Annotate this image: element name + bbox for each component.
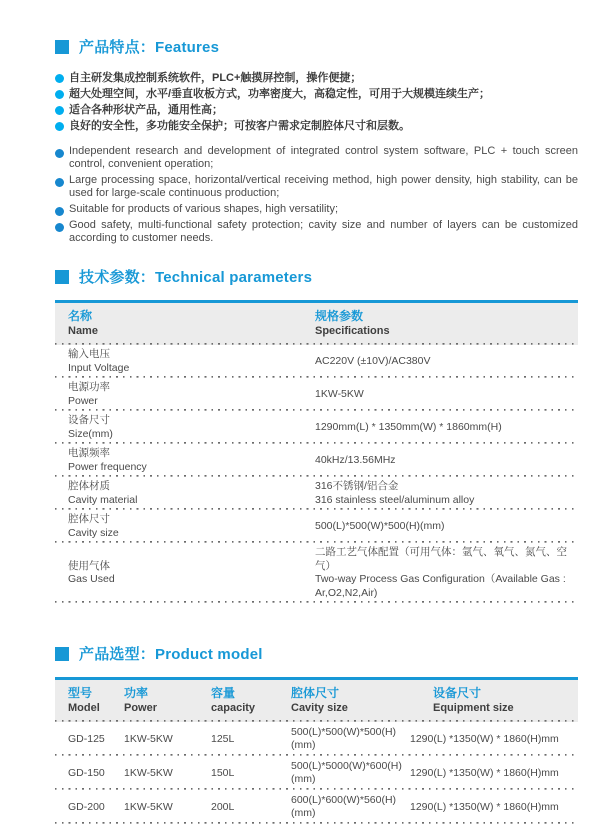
param-name-cn: 设备尺寸 xyxy=(68,414,110,426)
product-model-section-header xyxy=(55,643,578,664)
table-row xyxy=(55,477,578,510)
features-list-cn xyxy=(55,70,578,134)
param-value: 500(L)*500(W)*500(H)(mm) xyxy=(315,519,445,532)
feature-text-cn: 超大处理空间，水平/垂直收板方式，功率密度大，高稳定性，可用于大规模连续生产； xyxy=(69,88,491,100)
param-value: 40kHz/13.56MHz xyxy=(315,453,396,466)
technical-section-title: 技术参数：Technical parameters xyxy=(79,269,313,286)
power-cell: 1KW-5KW xyxy=(124,732,173,745)
section-features xyxy=(55,36,578,245)
bullet-dot-icon xyxy=(55,106,64,115)
bullet-dot-icon xyxy=(55,223,64,232)
feature-text-en: Large processing space, horizontal/vertical receiving method, high power density, high stability, can be used for large-scale continuous production; xyxy=(69,174,578,199)
table-header-row xyxy=(55,300,578,345)
bullet-dot-icon xyxy=(55,178,64,187)
feature-text-en: Good safety, multi-functional safety protection; cavity size and number of layers can be customized according to customer needs. xyxy=(69,219,578,244)
table-row xyxy=(55,510,578,543)
feature-text-en: Independent research and development of integrated control system software, PLC + touch screen control, convenient operation; xyxy=(69,145,578,170)
param-name-en: Input Voltage xyxy=(68,361,130,374)
column-header-cavity-en: Cavity size xyxy=(291,702,348,714)
column-header-equipment-en: Equipment size xyxy=(433,702,514,714)
table-row xyxy=(55,722,578,756)
column-header-name-en: Name xyxy=(68,325,98,337)
section-product-model xyxy=(55,643,578,824)
features-list-en xyxy=(55,145,578,245)
table-row xyxy=(55,444,578,477)
column-header-model-en: Model xyxy=(68,702,100,714)
param-name-en: Cavity size xyxy=(68,526,119,539)
column-header-capacity-cn: 容量 xyxy=(211,686,236,700)
param-name-cn: 电源功率 xyxy=(68,381,110,393)
model-cell: GD-125 xyxy=(68,732,105,745)
list-item xyxy=(55,102,578,118)
param-name-cn: 使用气体 xyxy=(68,559,110,572)
column-header-equipment-cn: 设备尺寸 xyxy=(433,686,482,700)
bullet-dot-icon xyxy=(55,207,64,216)
bullet-dot-icon xyxy=(55,74,64,83)
bullet-dot-icon xyxy=(55,90,64,99)
column-header-capacity-en: capacity xyxy=(211,702,256,714)
equipment-size-cell: 1290(L) *1350(W) * 1860(H)mm xyxy=(410,766,559,779)
param-value: 二路工艺气体配置（可用气体：氩气、氧气、氮气、空气） xyxy=(315,546,567,572)
technical-parameters-table xyxy=(55,300,578,603)
param-value-line2: 316 stainless steel/aluminum alloy xyxy=(315,493,475,506)
model-cell: GD-150 xyxy=(68,766,105,779)
capacity-cell: 125L xyxy=(211,732,235,745)
column-header-name-cn: 名称 xyxy=(68,309,93,323)
features-section-title: 产品特点：Features xyxy=(79,39,220,56)
equipment-size-cell: 1290(L) *1350(W) * 1860(H)mm xyxy=(410,732,559,745)
param-value: 1290mm(L) * 1350mm(W) * 1860mm(H) xyxy=(315,420,502,433)
column-header-power-en: Power xyxy=(124,702,158,714)
list-item xyxy=(55,70,578,86)
param-name-en: Power xyxy=(68,394,98,407)
table-row xyxy=(55,345,578,378)
column-header-cavity-cn: 腔体尺寸 xyxy=(291,686,340,700)
section-marker-icon xyxy=(55,647,69,661)
list-item xyxy=(55,174,578,200)
param-value: 1KW-5KW xyxy=(315,387,364,400)
param-name-en: Gas Used xyxy=(68,573,115,585)
list-item xyxy=(55,145,578,171)
list-item xyxy=(55,118,578,134)
capacity-cell: 150L xyxy=(211,766,235,779)
section-technical-parameters xyxy=(55,266,578,603)
param-value-line2: Two-way Process Gas Configuration（Available Gas : Ar,O2,N2,Air) xyxy=(315,573,566,599)
column-header-spec-en: Specifications xyxy=(315,325,390,337)
feature-text-cn: 适合各种形状产品，通用性高； xyxy=(69,104,223,116)
list-item xyxy=(55,203,578,216)
model-cell: GD-200 xyxy=(68,800,105,813)
param-value: AC220V (±10V)/AC380V xyxy=(315,354,431,367)
cavity-size-cell: 500(L)*500(W)*500(H)(mm) xyxy=(291,726,397,751)
capacity-cell: 200L xyxy=(211,800,235,813)
section-marker-icon xyxy=(55,270,69,284)
cavity-size-cell: 500(L)*5000(W)*600(H)(mm) xyxy=(291,760,402,785)
technical-section-header xyxy=(55,266,578,287)
param-value: 316不锈钢/铝合金 xyxy=(315,480,399,492)
param-name-cn: 腔体尺寸 xyxy=(68,513,110,525)
feature-text-en: Suitable for products of various shapes, high versatility; xyxy=(69,203,339,215)
param-name-cn: 输入电压 xyxy=(68,348,110,360)
feature-text-cn: 自主研发集成控制系统软件，PLC+触摸屏控制，操作便捷； xyxy=(69,72,362,84)
table-row xyxy=(55,756,578,790)
column-header-spec-cn: 规格参数 xyxy=(315,309,364,323)
table-row xyxy=(55,790,578,824)
list-item xyxy=(55,86,578,102)
equipment-size-cell: 1290(L) *1350(W) * 1860(H)mm xyxy=(410,800,559,813)
list-item xyxy=(55,219,578,245)
feature-text-cn: 良好的安全性，多功能安全保护；可按客户需求定制腔体尺寸和层数。 xyxy=(69,120,410,132)
product-model-table xyxy=(55,677,578,824)
bullet-dot-icon xyxy=(55,149,64,158)
power-cell: 1KW-5KW xyxy=(124,800,173,813)
section-marker-icon xyxy=(55,40,69,54)
column-header-model-cn: 型号 xyxy=(68,686,93,700)
power-cell: 1KW-5KW xyxy=(124,766,173,779)
table-row xyxy=(55,411,578,444)
param-name-en: Size(mm) xyxy=(68,427,113,440)
table-row xyxy=(55,543,578,603)
cavity-size-cell: 600(L)*600(W)*560(H)(mm) xyxy=(291,794,397,819)
table-row xyxy=(55,378,578,411)
features-section-header xyxy=(55,36,578,57)
param-name-en: Power frequency xyxy=(68,460,147,473)
param-name-cn: 电源频率 xyxy=(68,447,110,459)
param-name-en: Cavity material xyxy=(68,493,138,506)
product-model-section-title: 产品选型：Product model xyxy=(79,646,263,663)
column-header-power-cn: 功率 xyxy=(124,686,149,700)
table-header-row xyxy=(55,677,578,722)
param-name-cn: 腔体材质 xyxy=(68,480,110,492)
bullet-dot-icon xyxy=(55,122,64,131)
